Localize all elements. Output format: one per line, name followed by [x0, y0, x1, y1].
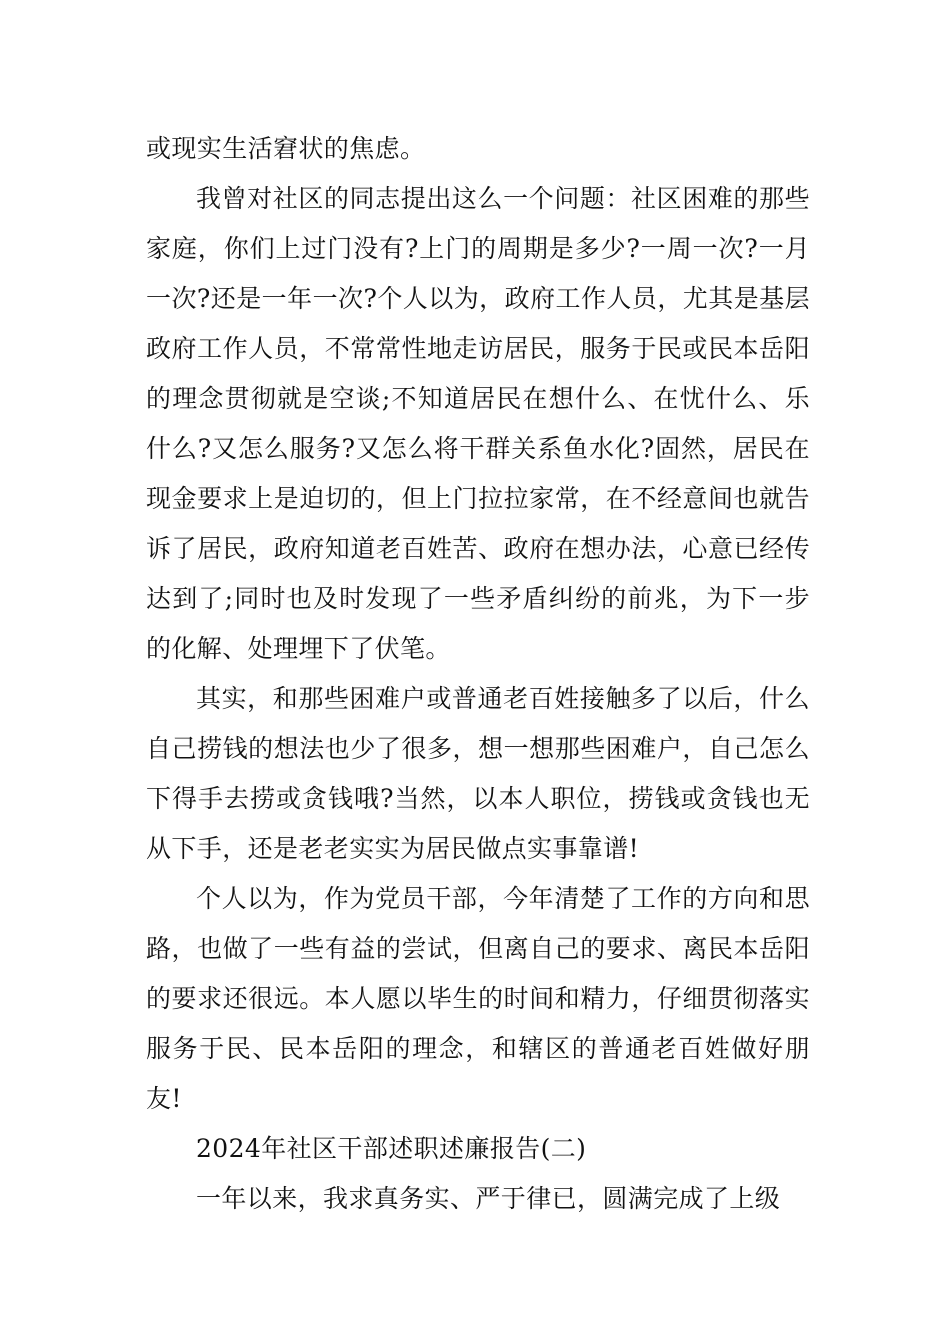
- paragraph-report-start: 一年以来，我求真务实、严于律已，圆满完成了上级: [196, 1184, 781, 1213]
- paragraph-continuation: 或现实生活窘状的焦虑。: [146, 134, 426, 163]
- paragraph-integrity: 其实，和那些困难户或普通老百姓接触多了以后，什么自己捞钱的想法也少了很多，想一想那些困难户，自己怎么下得手去捞或贪钱哦?当然，以本人职位，捞钱或贪钱也无从下手，还是老老实实为居民做点实事靠谱!: [146, 684, 810, 863]
- paragraph-home-visits: 我曾对社区的同志提出这么一个问题：社区困难的那些家庭，你们上过门没有?上门的周期是多少?一周一次?一月一次?还是一年一次?个人以为，政府工作人员，尤其是基层政府工作人员，不常常性地走访居民，服务于民或民本岳阳的理念贯彻就是空谈;不知道居民在想什么、在忧什么、乐什么?又怎么服务?又怎么将干群关系鱼水化?固然，居民在现金要求上是迫切的，但上门拉拉家常，在不经意间也就告诉了居民，政府知道老百姓苦、政府在想办法，心意已经传达到了;同时也及时发现了一些矛盾纠纷的前兆，为下一步的化解、处理埋下了伏笔。: [146, 184, 810, 663]
- document-body: [146, 124, 810, 1224]
- section-heading: 2024年社区干部述职述廉报告(二): [196, 1134, 587, 1163]
- paragraph-summary: 个人以为，作为党员干部，今年清楚了工作的方向和思路，也做了一些有益的尝试，但离自己的要求、离民本岳阳的要求还很远。本人愿以毕生的时间和精力，仔细贯彻落实服务于民、民本岳阳的理念，和辖区的普通老百姓做好朋友!: [146, 884, 810, 1113]
